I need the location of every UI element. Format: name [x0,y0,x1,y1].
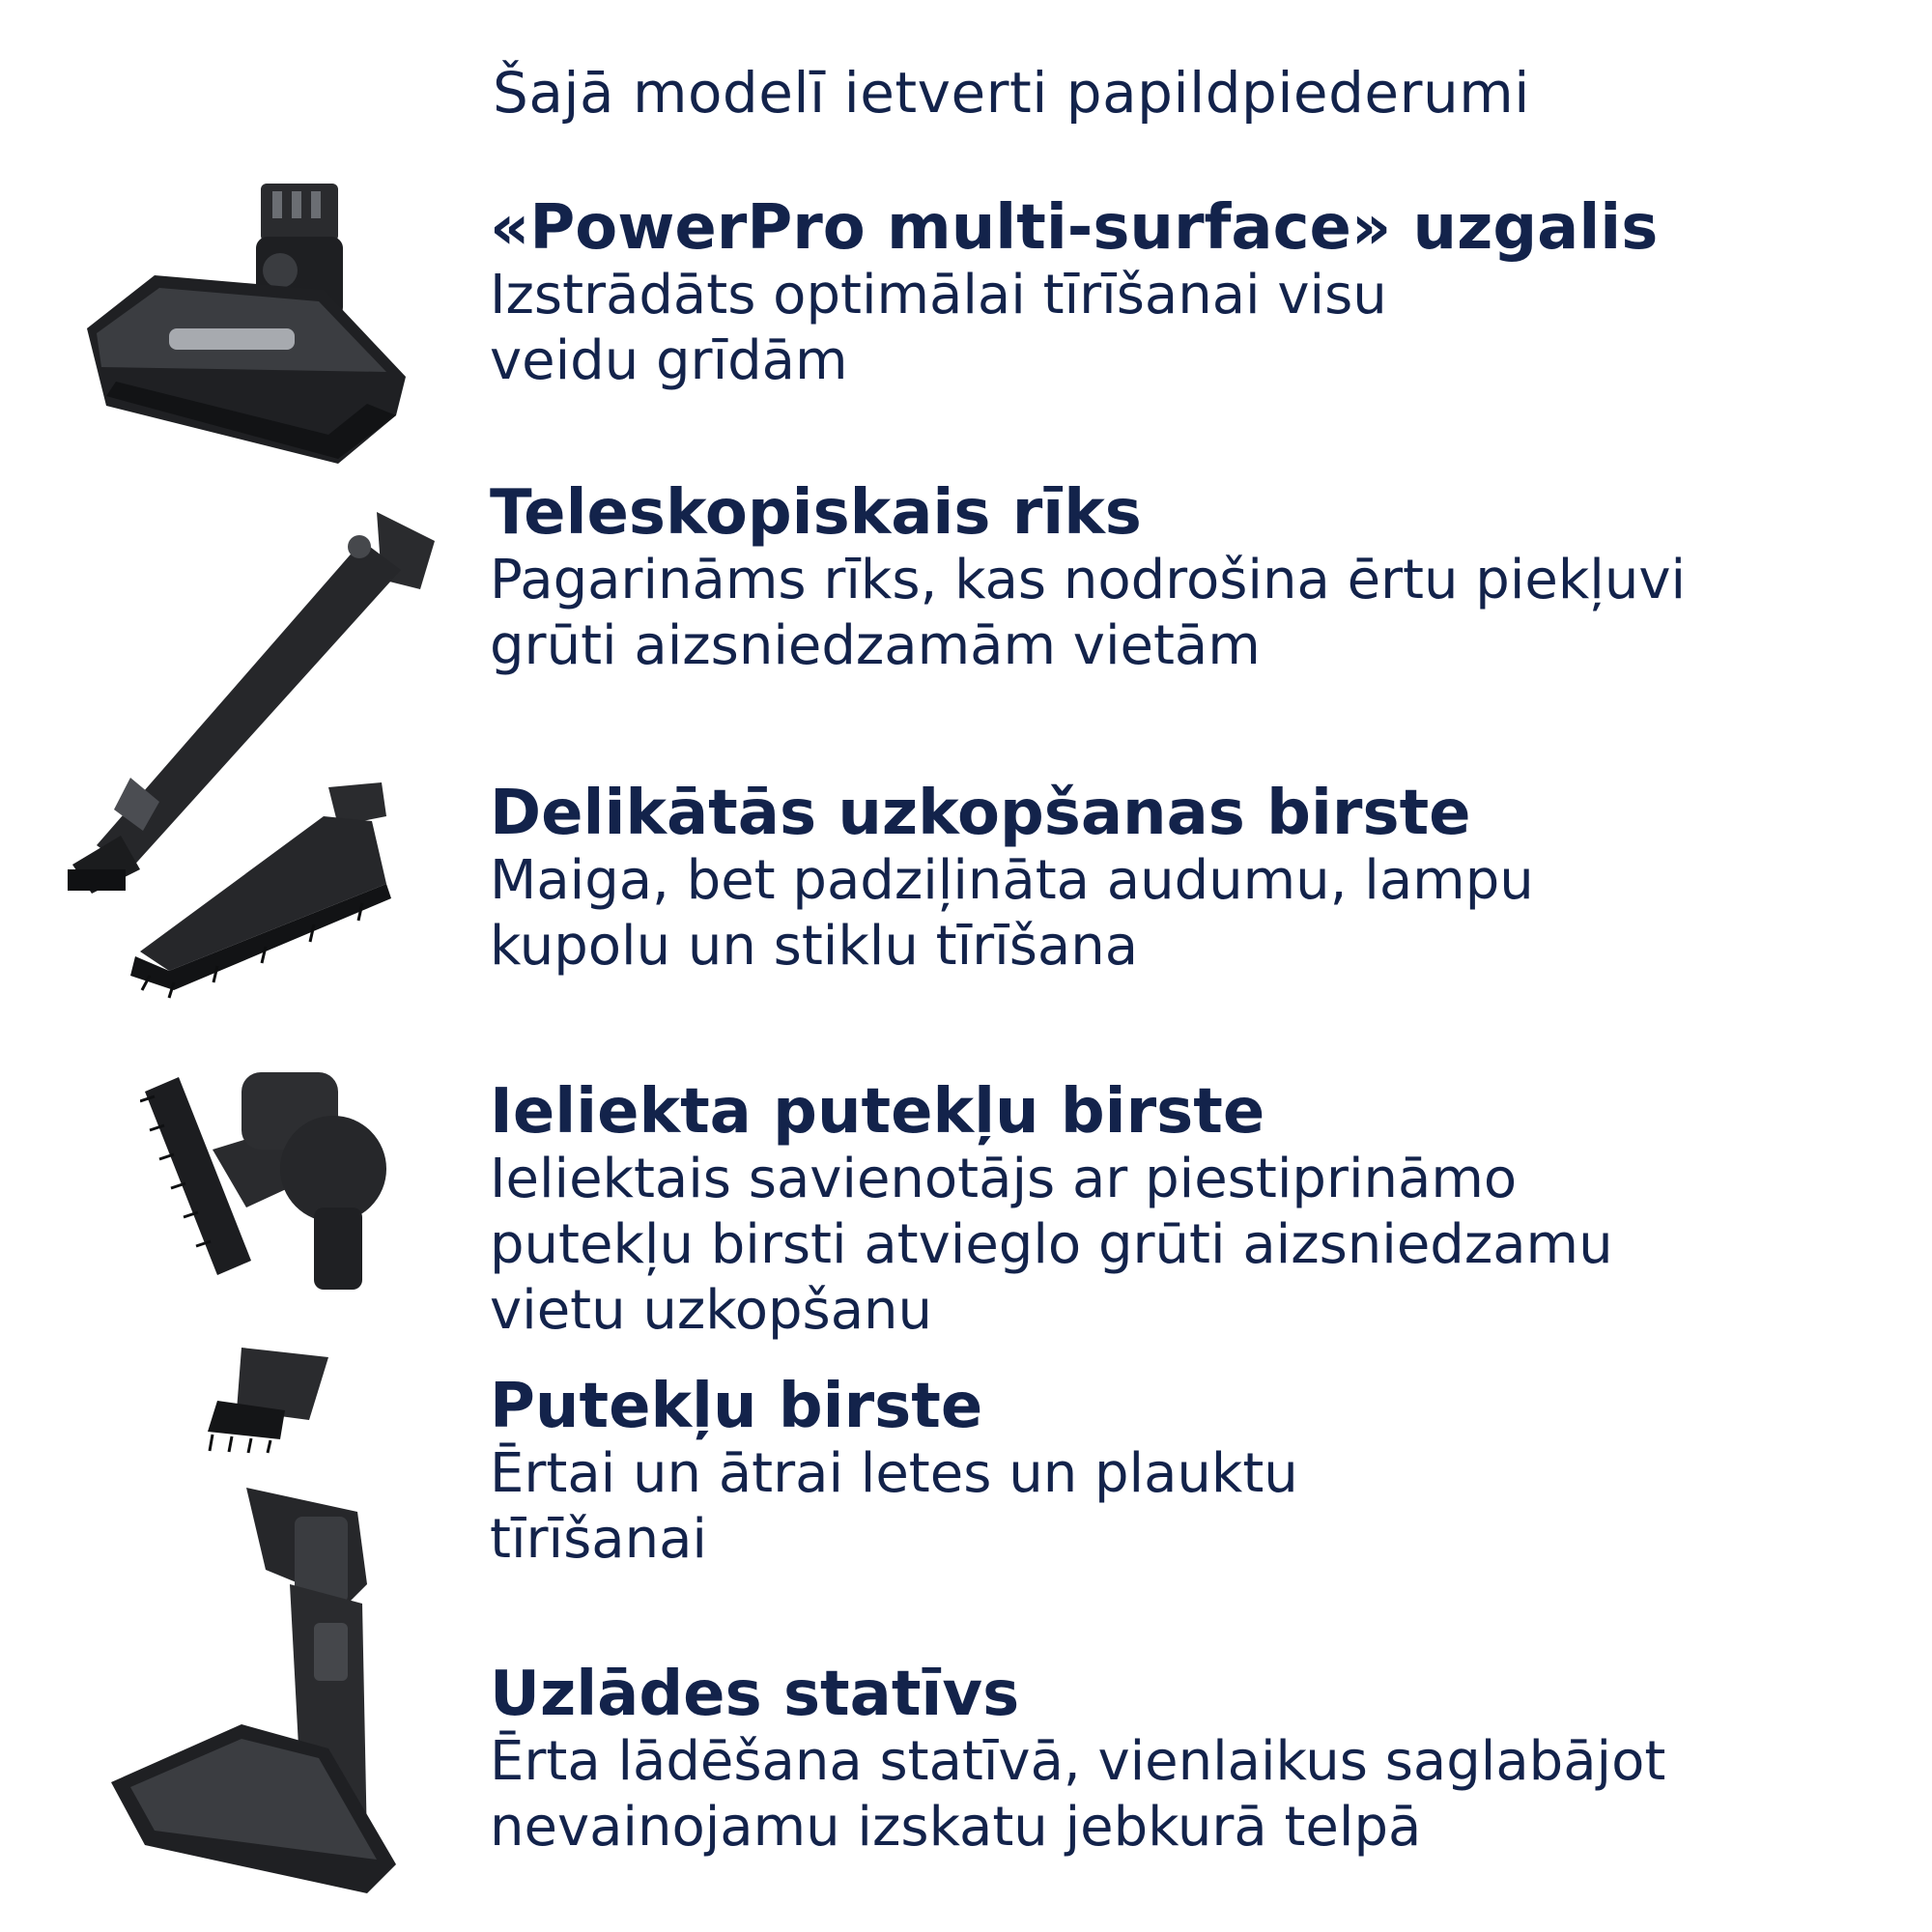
accessory-soft-brush [490,779,1534,980]
accessory-description [490,548,1686,679]
accessory-description [490,1729,1665,1861]
accessory-angled-dust-brush [490,1077,1613,1344]
description-line: Ieliektais savienotājs ar piestiprināmo [490,1148,1518,1210]
angled-dust-brush-icon [140,1063,396,1294]
accessory-title: Uzlādes statīvs [490,1659,1020,1730]
description-line: Izstrādāts optimālai tīrīšanai visu [490,264,1387,327]
dust-brush-icon [198,1343,333,1454]
accessory-title: Ieliekta putekļu birste [490,1076,1265,1148]
description-line: tīrīšanai [490,1508,707,1571]
description-line: vietu uzkopšanu [490,1279,933,1342]
floor-nozzle-icon [77,174,425,483]
accessory-description [490,1441,1298,1573]
description-line: veidu grīdām [490,329,848,392]
accessory-description [490,263,1658,394]
accessory-title: «PowerPro multi-surface» uzgalis [490,192,1659,264]
description-line: Maiga, bet padziļināta audumu, lampu [490,849,1534,912]
accessory-description [490,848,1534,980]
description-line: putekļu birsti atvieglo grūti aizsniedzamu [490,1213,1613,1276]
description-line: Ērta lādēšana statīvā, vienlaikus saglabājot [490,1730,1666,1793]
soft-brush-icon [130,778,401,1000]
accessory-charging-stand [490,1660,1665,1861]
description-line: nevainojamu izskatu jebkurā telpā [490,1796,1422,1859]
accessory-title: Delikātās uzkopšanas birste [490,778,1471,849]
description-line: kupolu un stiklu tīrīšana [490,915,1139,978]
accessory-title: Teleskopiskais rīks [490,477,1142,549]
description-line: grūti aizsniedzamām vietām [490,614,1261,677]
accessory-telescopic-tool [490,478,1686,679]
charging-stand-icon [106,1478,415,1903]
description-line: Ērtai un ātrai letes un plauktu [490,1442,1298,1505]
accessory-description [490,1147,1613,1344]
accessory-title: Putekļu birste [490,1371,983,1442]
description-line: Pagarināms rīks, kas nodrošina ērtu piekļuvi [490,549,1687,611]
accessory-floor-nozzle [490,193,1658,394]
accessory-dust-brush [490,1372,1298,1573]
page-header: Šajā modelī ietverti papildpiederumi [493,60,1530,126]
